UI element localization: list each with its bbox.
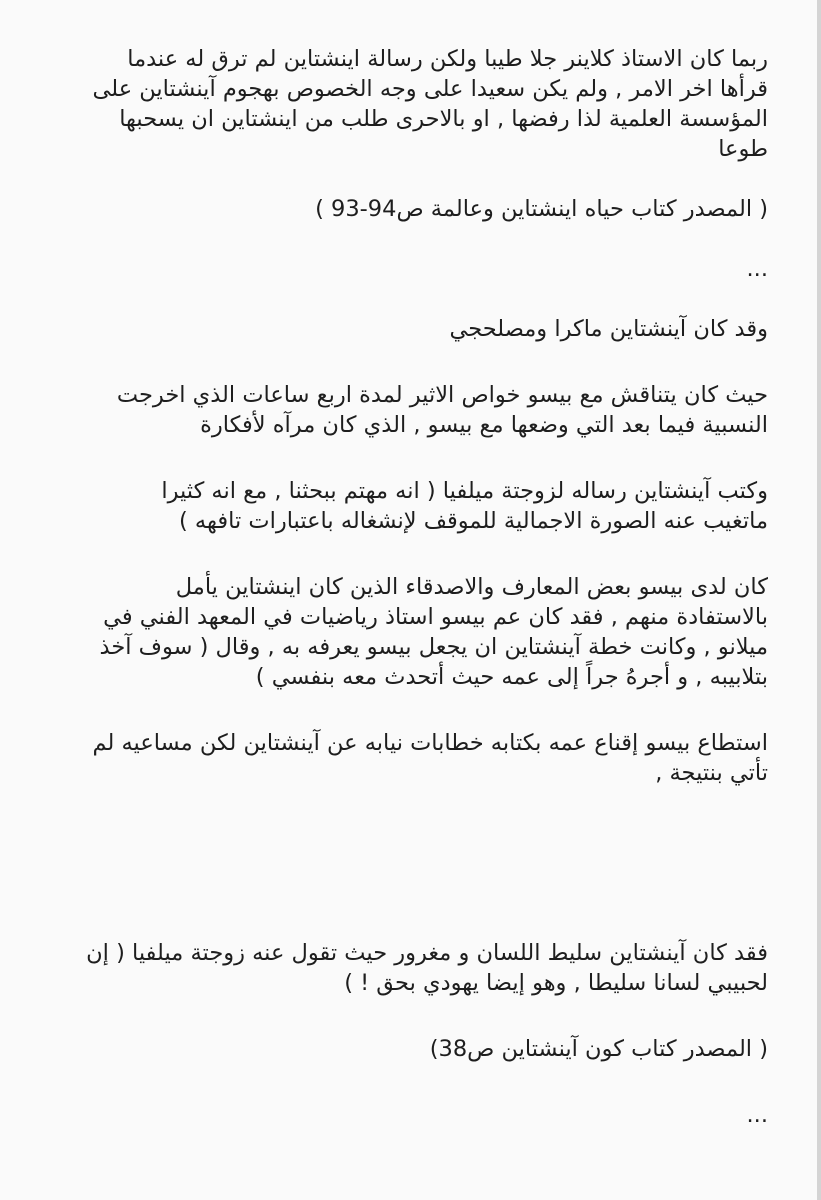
text-line: وكتب آينشتاين رساله لزوجتة ميلفيا ( انه مهتم ببحثنا , مع انه كثيرا bbox=[161, 478, 768, 504]
text-line: ... bbox=[746, 1102, 768, 1128]
text-line: كان لدى بيسو بعض المعارف والاصدقاء الذين كان اينشتاين يأمل bbox=[175, 574, 768, 600]
text-line: ماتغيب عنه الصورة الاجمالية للموقف لإنشغاله باعتبارات تافهه ) bbox=[179, 508, 768, 534]
text-line: بتلابيبه , و أجرهُ جراً إلى عمه حيث أتحدث معه بنفسي ) bbox=[255, 664, 768, 690]
text-line: ... bbox=[746, 256, 768, 282]
text-line: بالاستفادة منهم , فقد كان عم بيسو استاذ رياضيات في المعهد الفني في bbox=[103, 604, 768, 630]
text-line: المؤسسة العلمية لذا رفضها , او بالاحرى طلب من اينشتاين ان يسحبها bbox=[119, 106, 768, 132]
paragraph-letter-mileva bbox=[40, 476, 768, 536]
note-body bbox=[40, 44, 768, 1130]
paragraph-kleiner-rejection bbox=[40, 44, 768, 164]
source-citation-1 bbox=[40, 194, 768, 224]
text-line: طوعا bbox=[718, 136, 768, 162]
text-line: استطاع بيسو إقناع عمه بكتابه خطابات نيابه عن آينشتاين لكن مساعيه لم bbox=[92, 730, 768, 756]
text-line: لحبيبي لسانا سليطا , وهو إيضا يهودي بحق ! ) bbox=[344, 970, 768, 996]
text-line: حيث كان يتناقش مع بيسو خواص الاثير لمدة اربع ساعات الذي اخرجت bbox=[116, 382, 768, 408]
paragraph-cunning bbox=[40, 314, 768, 344]
text-line: فقد كان آينشتاين سليط اللسان و مغرور حيث تقول عنه زوجتة ميلفيا ( إن bbox=[86, 940, 768, 966]
paragraph-besso-discussion bbox=[40, 380, 768, 440]
ellipsis-separator-1 bbox=[40, 254, 768, 284]
page-edge bbox=[817, 0, 821, 1200]
text-line: ميلانو , وكانت خطة آينشتاين ان يجعل بيسو يعرفه به , وقال ( سوف آخذ bbox=[99, 634, 768, 660]
paragraph-sharp-tongue bbox=[40, 938, 768, 998]
text-line: قرأها اخر الامر , ولم يكن سعيدا على وجه الخصوص بهجوم آينشتاين على bbox=[92, 76, 768, 102]
text-line: تأتي بنتيجة , bbox=[655, 760, 768, 786]
text-line: ( المصدر كتاب حياه اينشتاين وعالمة ص94-93 ) bbox=[315, 196, 768, 222]
text-line: ربما كان الاستاذ كلاينر جلا طيبا ولكن رسالة اينشتاين لم ترق له عندما bbox=[127, 46, 768, 72]
paragraph-besso-uncle bbox=[40, 728, 768, 788]
text-line: وقد كان آينشتاين ماكرا ومصلحجي bbox=[449, 316, 768, 342]
paragraph-besso-contacts bbox=[40, 572, 768, 692]
text-line: النسبية فيما بعد التي وضعها مع بيسو , الذي كان مرآه لأفكارة bbox=[200, 412, 768, 438]
text-line: ( المصدر كتاب كون آينشتاين ص38) bbox=[429, 1036, 768, 1062]
ellipsis-separator-2 bbox=[40, 1100, 768, 1130]
source-citation-2 bbox=[40, 1034, 768, 1064]
